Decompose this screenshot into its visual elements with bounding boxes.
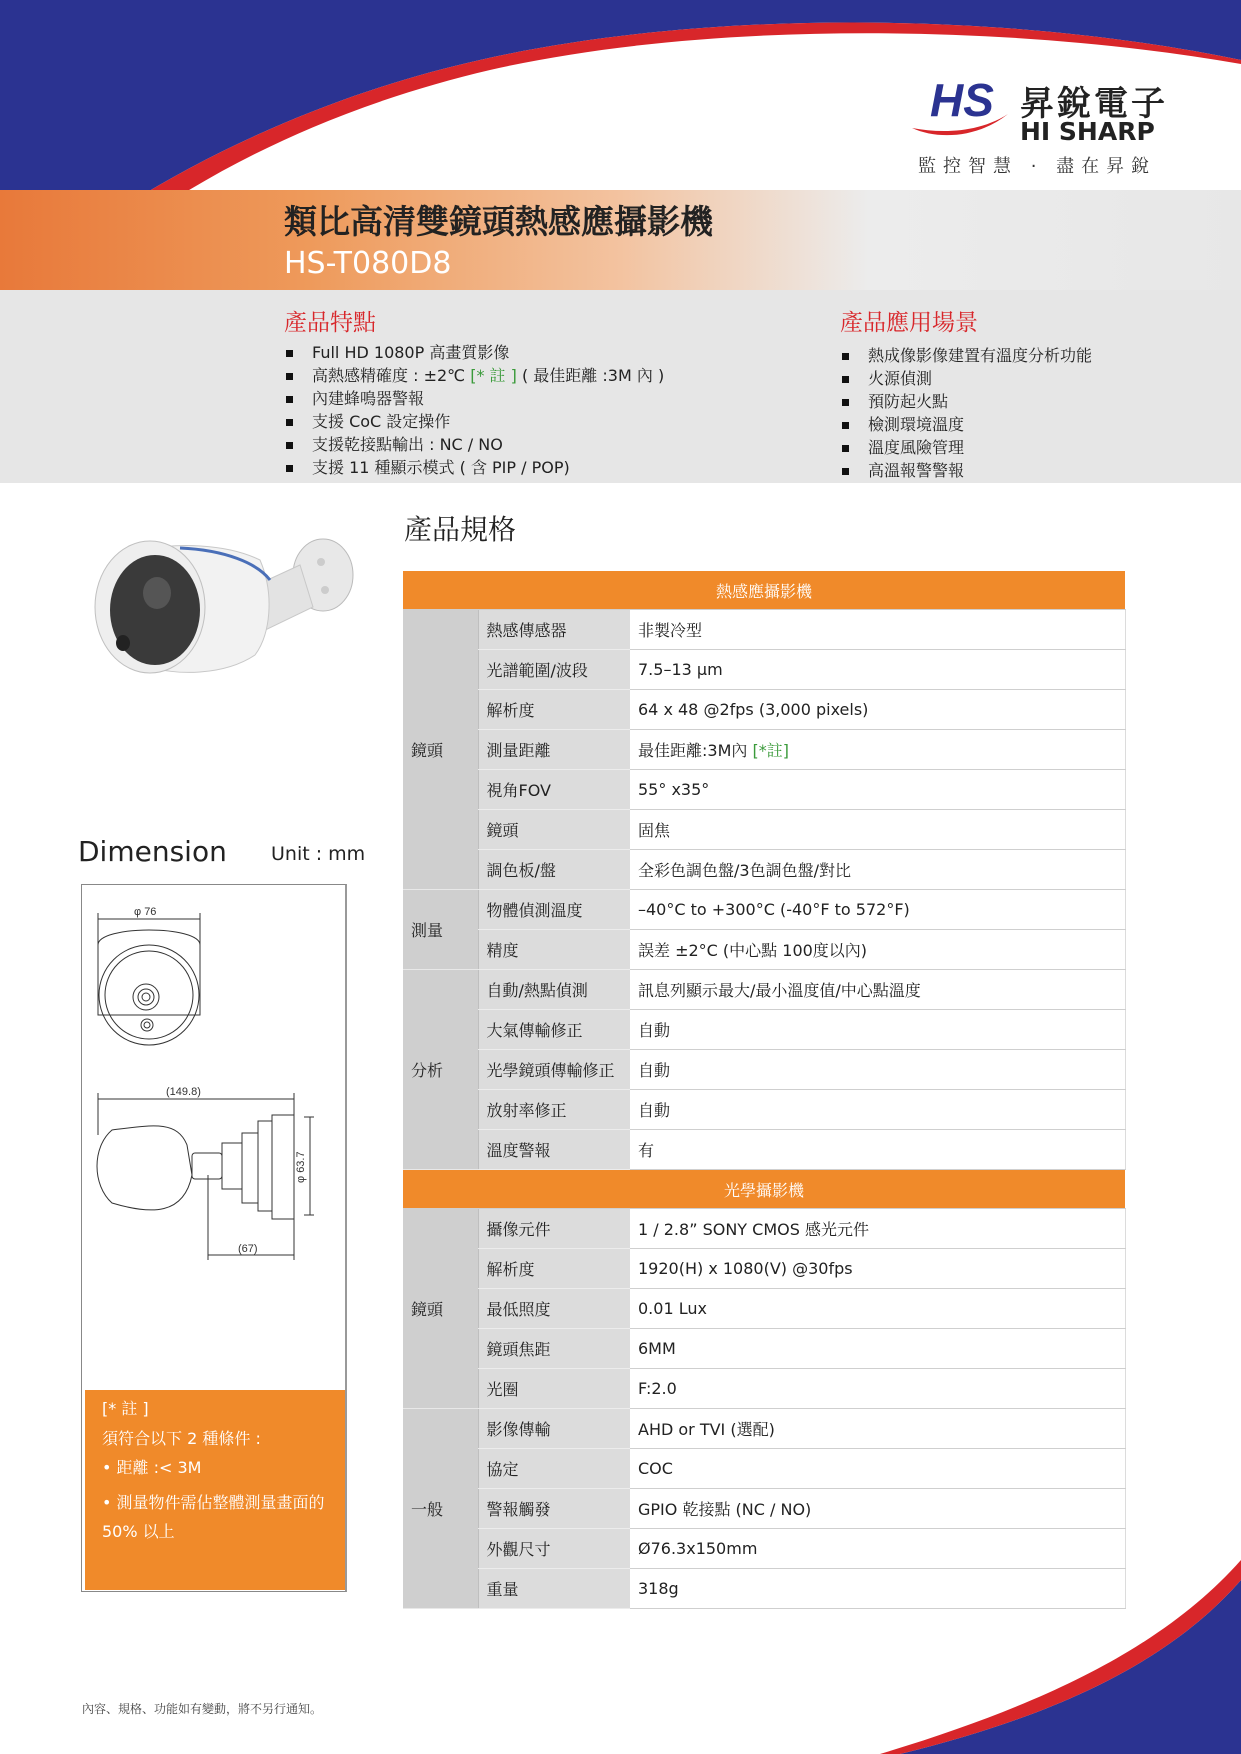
feature-item: 高熱感精確度 : ±2℃ [* 註 ] ( 最佳距離 :3M 內 ) [284, 364, 664, 387]
row-label: 熱感傳感器 [478, 610, 630, 650]
row-label: 鏡頭焦距 [478, 1329, 630, 1369]
table-row [403, 1409, 1125, 1449]
brand-name-en: HI SHARP [1020, 117, 1155, 146]
table-row [403, 1209, 1125, 1249]
applications-list [840, 344, 1092, 482]
row-value: 有 [630, 1130, 1125, 1170]
row-label: 調色板/盤 [478, 850, 630, 890]
row-label: 大氣傳輸修正 [478, 1010, 630, 1050]
application-item: 熱成像影像建置有溫度分析功能 [840, 344, 1092, 367]
hi-sharp-logo-icon [908, 66, 1014, 146]
table-row [403, 650, 1125, 690]
application-item: 火源偵測 [840, 367, 1092, 390]
table-row [403, 1090, 1125, 1130]
note-title: [* 註 ] [102, 1399, 149, 1418]
row-label: 重量 [478, 1569, 630, 1609]
group-label: 一般 [403, 1409, 478, 1609]
table-row [403, 1050, 1125, 1090]
row-value: 自動 [630, 1090, 1125, 1130]
row-value: 最佳距離:3M內 [*註] [630, 730, 1125, 770]
row-label: 測量距離 [478, 730, 630, 770]
row-value: 318g [630, 1569, 1125, 1609]
brand-name-cn: 昇銳電子 [1020, 84, 1168, 124]
row-label: 解析度 [478, 690, 630, 730]
dim-height: φ 63.7 [295, 1151, 307, 1183]
features-list [284, 341, 664, 479]
spec-title: 產品規格 [404, 513, 517, 546]
row-label: 自動/熱點偵測 [478, 970, 630, 1010]
group-label: 測量 [403, 890, 478, 970]
row-label: 警報觸發 [478, 1489, 630, 1529]
application-item: 檢測環境溫度 [840, 413, 1092, 436]
row-label: 光學鏡頭傳輸修正 [478, 1050, 630, 1090]
row-value: Ø76.3x150mm [630, 1529, 1125, 1569]
product-title: 類比高清雙鏡頭熱感應攝影機 [284, 202, 713, 241]
group-label: 鏡頭 [403, 1209, 478, 1409]
row-label: 光圈 [478, 1369, 630, 1409]
note-line: • 距離 :< 3M [102, 1458, 202, 1477]
table-row [403, 770, 1125, 810]
dimension-drawing [82, 885, 344, 1391]
table-row [403, 1289, 1125, 1329]
note-line: 50% 以上 [102, 1522, 175, 1541]
thermal-header: 熱感應攝影機 [403, 571, 1125, 610]
product-model: HS-T080D8 [284, 246, 452, 281]
dim-length: (149.8) [166, 1086, 201, 1098]
table-row [403, 810, 1125, 850]
feature-item: 內建蜂鳴器警報 [284, 387, 664, 410]
table-row [403, 970, 1125, 1010]
brand-slogan: 監控智慧 · 盡在昇銳 [918, 156, 1157, 177]
row-value: 誤差 ±2°C (中心點 100度以內) [630, 930, 1125, 970]
camera-image [85, 525, 355, 725]
row-value: F:2.0 [630, 1369, 1125, 1409]
table-row [403, 1529, 1125, 1569]
row-value: AHD or TVI (選配) [630, 1409, 1125, 1449]
row-label: 協定 [478, 1449, 630, 1489]
row-value: COC [630, 1449, 1125, 1489]
dimension-title: Dimension [78, 835, 227, 868]
table-section-header [403, 1170, 1125, 1209]
row-value: 訊息列顯示最大/最小溫度值/中心點溫度 [630, 970, 1125, 1010]
group-label: 分析 [403, 970, 478, 1170]
logo-mark-text: HS [930, 74, 994, 126]
feature-item: 支援 11 種顯示模式 ( 含 PIP / POP) [284, 456, 664, 479]
row-value: 全彩色調色盤/3色調色盤/對比 [630, 850, 1125, 890]
row-label: 影像傳輸 [478, 1409, 630, 1449]
row-label: 物體偵測溫度 [478, 890, 630, 930]
row-value: 64 x 48 @2fps (3,000 pixels) [630, 690, 1125, 730]
dimension-unit: Unit : mm [271, 843, 366, 865]
feature-item: 支援乾接點輸出 : NC / NO [284, 433, 664, 456]
table-row [403, 1369, 1125, 1409]
row-value: 非製冷型 [630, 610, 1125, 650]
table-row [403, 1010, 1125, 1050]
row-value: –40°C to +300°C (-40°F to 572°F) [630, 890, 1125, 930]
row-label: 溫度警報 [478, 1130, 630, 1170]
application-item: 預防起火點 [840, 390, 1092, 413]
dim-front-diameter: φ 76 [134, 906, 157, 918]
table-row [403, 1489, 1125, 1529]
spec-table [403, 571, 1126, 1609]
table-row [403, 1130, 1125, 1170]
table-row [403, 1329, 1125, 1369]
features-heading: 產品特點 [284, 310, 376, 336]
table-row [403, 730, 1125, 770]
note-line: 須符合以下 2 種條件 : [102, 1429, 261, 1448]
application-item: 溫度風險管理 [840, 436, 1092, 459]
row-value: 6MM [630, 1329, 1125, 1369]
dim-mount: (67) [238, 1243, 258, 1255]
table-row [403, 890, 1125, 930]
note-line: • 測量物件需佔整體測量畫面的 [102, 1493, 325, 1512]
row-label: 解析度 [478, 1249, 630, 1289]
table-row [403, 690, 1125, 730]
note-ref: [*註] [752, 741, 789, 760]
note-ref: [* 註 ] [470, 366, 517, 385]
row-value: 1 / 2.8” SONY CMOS 感光元件 [630, 1209, 1125, 1249]
feature-item: Full HD 1080P 高畫質影像 [284, 341, 664, 364]
row-label: 攝像元件 [478, 1209, 630, 1249]
table-section-header [403, 571, 1125, 610]
table-row [403, 850, 1125, 890]
row-value: 1920(H) x 1080(V) @30fps [630, 1249, 1125, 1289]
row-value: GPIO 乾接點 (NC / NO) [630, 1489, 1125, 1529]
table-row [403, 1249, 1125, 1289]
row-value: 0.01 Lux [630, 1289, 1125, 1329]
feature-item: 支援 CoC 設定操作 [284, 410, 664, 433]
row-label: 放射率修正 [478, 1090, 630, 1130]
row-label: 視角FOV [478, 770, 630, 810]
footer-disclaimer: 內容、規格、功能如有變動，將不另行通知。 [82, 1702, 323, 1716]
row-label: 外觀尺寸 [478, 1529, 630, 1569]
table-row [403, 1449, 1125, 1489]
optical-header: 光學攝影機 [403, 1170, 1125, 1209]
group-label: 鏡頭 [403, 610, 478, 890]
application-item: 高溫報警警報 [840, 459, 1092, 482]
row-value: 7.5–13 µm [630, 650, 1125, 690]
applications-heading: 產品應用場景 [840, 310, 978, 336]
row-label: 最低照度 [478, 1289, 630, 1329]
table-row [403, 930, 1125, 970]
note-box [85, 1390, 345, 1590]
row-label: 精度 [478, 930, 630, 970]
row-value: 自動 [630, 1010, 1125, 1050]
table-row [403, 610, 1125, 650]
row-value: 55° x35° [630, 770, 1125, 810]
table-row [403, 1569, 1125, 1609]
row-value: 自動 [630, 1050, 1125, 1090]
row-label: 鏡頭 [478, 810, 630, 850]
row-value: 固焦 [630, 810, 1125, 850]
row-label: 光譜範圍/波段 [478, 650, 630, 690]
